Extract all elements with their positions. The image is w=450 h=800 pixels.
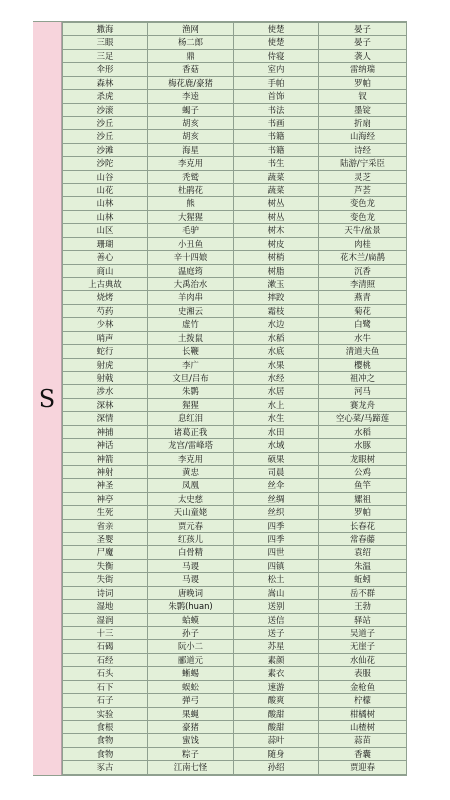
table-cell: 酸甜 <box>234 720 319 733</box>
table-cell: 食根 <box>63 720 148 733</box>
grid-wrapper <box>62 22 407 775</box>
table-cell: 丝绸 <box>234 492 319 505</box>
table-cell: 伞形 <box>63 63 148 76</box>
table-row <box>63 398 407 411</box>
table-cell: 杨二郎 <box>148 36 234 49</box>
table-row <box>63 331 407 344</box>
table-row <box>63 76 407 89</box>
table-row <box>63 36 407 49</box>
table-cell: 素衣 <box>234 667 319 680</box>
table-cell: 蜜饯 <box>148 734 234 747</box>
table-cell: 蝎子 <box>148 103 234 116</box>
table-cell: 马谡 <box>148 559 234 572</box>
table-cell: 送信 <box>234 613 319 626</box>
table-cell: 松土 <box>234 573 319 586</box>
table-cell: 罗帕 <box>319 76 407 89</box>
table-row <box>63 586 407 599</box>
table-cell: 生死 <box>63 506 148 519</box>
table-cell: 常春藤 <box>319 533 407 546</box>
table-cell: 唐晚词 <box>148 586 234 599</box>
table-cell: 太史慈 <box>148 492 234 505</box>
table-cell: 白鹭 <box>319 318 407 331</box>
table-row <box>63 358 407 371</box>
table-cell: 鱼竿 <box>319 479 407 492</box>
table-cell: 哨声 <box>63 331 148 344</box>
table-row <box>63 318 407 331</box>
table-row <box>63 600 407 613</box>
table-cell: 河马 <box>319 385 407 398</box>
table-cell: 王勃 <box>319 600 407 613</box>
table-cell: 山海经 <box>319 130 407 143</box>
table-cell: 朱温 <box>319 559 407 572</box>
table-cell: 钗 <box>319 90 407 103</box>
table-row <box>63 385 407 398</box>
table-cell: 果蝇 <box>148 707 234 720</box>
table-cell: 侍寝 <box>234 49 319 62</box>
table-cell: 熊 <box>148 197 234 210</box>
table-cell: 贾迎春 <box>319 761 407 775</box>
table-row <box>63 103 407 116</box>
table-cell: 燕青 <box>319 291 407 304</box>
table-cell: 长春花 <box>319 519 407 532</box>
table-cell: 龙眼树 <box>319 452 407 465</box>
table-cell: 沙陀 <box>63 157 148 170</box>
table-cell: 秃鹫 <box>148 170 234 183</box>
table-cell: 沙丘 <box>63 116 148 129</box>
table-cell: 射虎 <box>63 358 148 371</box>
table-cell: 郦道元 <box>148 653 234 666</box>
table-cell: 沙滚 <box>63 103 148 116</box>
table-cell: 神箭 <box>63 452 148 465</box>
table-cell: 蛇行 <box>63 345 148 358</box>
table-cell: 花木兰/扁鹊 <box>319 251 407 264</box>
table-cell: 肉桂 <box>319 237 407 250</box>
table-row <box>63 304 407 317</box>
table-cell: 树木 <box>234 224 319 237</box>
table-cell: 酸爽 <box>234 694 319 707</box>
table-row <box>63 465 407 478</box>
table-cell: 树丛 <box>234 210 319 223</box>
table-cell: 水牛 <box>319 331 407 344</box>
word-table-body <box>63 23 407 775</box>
table-cell: 水仙花 <box>319 653 407 666</box>
table-cell: 弹弓 <box>148 694 234 707</box>
table-cell: 石头 <box>63 667 148 680</box>
table-cell: 随身 <box>234 747 319 760</box>
table-cell: 水豚 <box>319 439 407 452</box>
letter-column <box>33 22 62 775</box>
table-cell: 变色龙 <box>319 210 407 223</box>
table-cell: 水域 <box>234 439 319 452</box>
table-cell: 沙丘 <box>63 130 148 143</box>
table-cell: 使楚 <box>234 36 319 49</box>
table-cell: 诗经 <box>319 143 407 156</box>
table-cell: 山花 <box>63 184 148 197</box>
table-cell: 粽子 <box>148 747 234 760</box>
table-row <box>63 613 407 626</box>
table-cell: 朱鹮(huan) <box>148 600 234 613</box>
table-cell: 表服 <box>319 667 407 680</box>
table-cell: 首饰 <box>234 90 319 103</box>
table-cell: 沉香 <box>319 264 407 277</box>
table-cell: 海星 <box>148 143 234 156</box>
table-cell: 变色龙 <box>319 197 407 210</box>
table-cell: 石经 <box>63 653 148 666</box>
table-cell: 使楚 <box>234 23 319 36</box>
table-cell: 神射 <box>63 465 148 478</box>
table-row <box>63 63 407 76</box>
table-cell: 杀虎 <box>63 90 148 103</box>
table-cell: 树丛 <box>234 197 319 210</box>
table-cell: 省亲 <box>63 519 148 532</box>
table-cell: 水上 <box>234 398 319 411</box>
table-cell: 墨锭 <box>319 103 407 116</box>
table-cell: 石碣 <box>63 640 148 653</box>
table-cell: 无崖子 <box>319 640 407 653</box>
table-cell: 白骨精 <box>148 546 234 559</box>
table-cell: 息红泪 <box>148 412 234 425</box>
table-cell: 孙绍 <box>234 761 319 775</box>
table-cell: 杜鹃花 <box>148 184 234 197</box>
table-row <box>63 143 407 156</box>
table-row <box>63 452 407 465</box>
table-row <box>63 116 407 129</box>
table-cell: 蒜苗 <box>319 734 407 747</box>
table-row <box>63 626 407 639</box>
table-cell: 水边 <box>234 318 319 331</box>
table-cell: 蜥蜴 <box>148 667 234 680</box>
table-row <box>63 157 407 170</box>
table-cell: 酸甜 <box>234 707 319 720</box>
table-cell: 嫘祖 <box>319 492 407 505</box>
table-row <box>63 667 407 680</box>
table-cell: 蔬菜 <box>234 170 319 183</box>
table-cell: 少林 <box>63 318 148 331</box>
table-cell: 食物 <box>63 734 148 747</box>
table-cell: 菊花 <box>319 304 407 317</box>
table-cell: 室内 <box>234 63 319 76</box>
table-row <box>63 184 407 197</box>
table-cell: 失街 <box>63 573 148 586</box>
table-cell: 送子 <box>234 626 319 639</box>
table-cell: 山谷 <box>63 170 148 183</box>
table-cell: 胡亥 <box>148 130 234 143</box>
table-cell: 森林 <box>63 76 148 89</box>
table-cell: 祖冲之 <box>319 371 407 384</box>
table-cell: 蜈蚣 <box>148 680 234 693</box>
table-cell: 毛驴 <box>148 224 234 237</box>
table-cell: 岳不群 <box>319 586 407 599</box>
table-row <box>63 506 407 519</box>
table-cell: 辛十四娘 <box>148 251 234 264</box>
table-cell: 折扇 <box>319 116 407 129</box>
table-cell: 温庭筠 <box>148 264 234 277</box>
table-row <box>63 170 407 183</box>
table-cell: 神圣 <box>63 479 148 492</box>
table-cell: 金枪鱼 <box>319 680 407 693</box>
table-cell: 柠檬 <box>319 694 407 707</box>
table-cell: 吴道子 <box>319 626 407 639</box>
section-letter: S <box>38 384 56 413</box>
table-cell: 神话 <box>63 439 148 452</box>
table-cell: 清道夫鱼 <box>319 345 407 358</box>
table-row <box>63 412 407 425</box>
table-cell: 江南七怪 <box>148 761 234 775</box>
table-cell: 四世 <box>234 546 319 559</box>
table-cell: 摔跤 <box>234 291 319 304</box>
table-cell: 失衡 <box>63 559 148 572</box>
table-cell: 梅花鹿/豪猪 <box>148 76 234 89</box>
table-cell: 晏子 <box>319 36 407 49</box>
table-row <box>63 224 407 237</box>
table-row <box>63 278 407 291</box>
table-cell: 史湘云 <box>148 304 234 317</box>
table-cell: 红孩儿 <box>148 533 234 546</box>
table-cell: 香囊 <box>319 747 407 760</box>
table-cell: 食物 <box>63 747 148 760</box>
table-cell: 黄忠 <box>148 465 234 478</box>
table-cell: 罗帕 <box>319 506 407 519</box>
table-cell: 苏星 <box>234 640 319 653</box>
table-cell: 霜枝 <box>234 304 319 317</box>
table-cell: 空心菜/马蹄莲 <box>319 412 407 425</box>
table-cell: 大猩猩 <box>148 210 234 223</box>
table-cell: 香菇 <box>148 63 234 76</box>
table-cell: 深情 <box>63 412 148 425</box>
table-cell: 胡亥 <box>148 116 234 129</box>
table-row <box>63 653 407 666</box>
table-row <box>63 49 407 62</box>
table-cell: 阮小二 <box>148 640 234 653</box>
table-row <box>63 734 407 747</box>
table-row <box>63 371 407 384</box>
table-cell: 土拨鼠 <box>148 331 234 344</box>
table-cell: 书生 <box>234 157 319 170</box>
table-cell: 石下 <box>63 680 148 693</box>
table-row <box>63 291 407 304</box>
table-cell: 山林 <box>63 197 148 210</box>
table-cell: 马谡 <box>148 573 234 586</box>
table-cell: 樱桃 <box>319 358 407 371</box>
table-cell: 山林 <box>63 210 148 223</box>
table-cell: 文旦/吕布 <box>148 371 234 384</box>
table-cell: 上古典故 <box>63 278 148 291</box>
table-cell: 书籍 <box>234 130 319 143</box>
table-cell: 丝织 <box>234 506 319 519</box>
table-cell: 水底 <box>234 345 319 358</box>
table-cell: 雷纳瑞 <box>319 63 407 76</box>
table-row <box>63 720 407 733</box>
table-cell: 树皮 <box>234 237 319 250</box>
table-cell: 水经 <box>234 371 319 384</box>
word-table <box>62 22 407 775</box>
table-cell: 水果 <box>234 358 319 371</box>
table-cell: 山楂树 <box>319 720 407 733</box>
table-cell: 书籍 <box>234 143 319 156</box>
table-cell: 蛤蟆 <box>148 613 234 626</box>
table-cell: 天山童姥 <box>148 506 234 519</box>
table-cell: 水稻 <box>319 425 407 438</box>
table-cell: 硕果 <box>234 452 319 465</box>
table-cell: 四季 <box>234 519 319 532</box>
table-row <box>63 425 407 438</box>
table-cell: 李清照 <box>319 278 407 291</box>
table-row <box>63 23 407 36</box>
table-row <box>63 761 407 775</box>
table-cell: 芦荟 <box>319 184 407 197</box>
table-cell: 蒜叶 <box>234 734 319 747</box>
table-cell: 十三 <box>63 626 148 639</box>
table-row <box>63 747 407 760</box>
table-row <box>63 237 407 250</box>
table-row <box>63 519 407 532</box>
table-cell: 手帕 <box>234 76 319 89</box>
table-cell: 渔网 <box>148 23 234 36</box>
table-cell: 赛龙舟 <box>319 398 407 411</box>
table-cell: 湿润 <box>63 613 148 626</box>
table-cell: 李克用 <box>148 157 234 170</box>
table-cell: 嵩山 <box>234 586 319 599</box>
table-cell: 司晨 <box>234 465 319 478</box>
table-cell: 豪猪 <box>148 720 234 733</box>
table-cell: 漱玉 <box>234 278 319 291</box>
table-row <box>63 533 407 546</box>
table-cell: 山区 <box>63 224 148 237</box>
table-cell: 猩猩 <box>148 398 234 411</box>
table-row <box>63 694 407 707</box>
table-cell: 书法 <box>234 103 319 116</box>
table-row <box>63 264 407 277</box>
table-cell: 商山 <box>63 264 148 277</box>
table-cell: 贾元春 <box>148 519 234 532</box>
table-row <box>63 707 407 720</box>
table-cell: 湿地 <box>63 600 148 613</box>
table-cell: 羊肉串 <box>148 291 234 304</box>
table-cell: 袭人 <box>319 49 407 62</box>
table-cell: 送别 <box>234 600 319 613</box>
table-cell: 诸葛正我 <box>148 425 234 438</box>
table-cell: 小丑鱼 <box>148 237 234 250</box>
table-cell: 龙宫/雷峰塔 <box>148 439 234 452</box>
table-cell: 驿站 <box>319 613 407 626</box>
table-cell: 水田 <box>234 425 319 438</box>
table-cell: 朱鹮 <box>148 385 234 398</box>
table-cell: 灵芝 <box>319 170 407 183</box>
table-cell: 素颜 <box>234 653 319 666</box>
table-row <box>63 479 407 492</box>
table-cell: 水稻 <box>234 331 319 344</box>
table-cell: 李广 <box>148 358 234 371</box>
table-cell: 善心 <box>63 251 148 264</box>
table-cell: 撒海 <box>63 23 148 36</box>
table-cell: 涉水 <box>63 385 148 398</box>
table-row <box>63 130 407 143</box>
table-cell: 圣婴 <box>63 533 148 546</box>
table-cell: 深林 <box>63 398 148 411</box>
table-cell: 沙滩 <box>63 143 148 156</box>
table-cell: 神捕 <box>63 425 148 438</box>
table-row <box>63 559 407 572</box>
table-cell: 鼎 <box>148 49 234 62</box>
table-cell: 四季 <box>234 533 319 546</box>
table-cell: 石子 <box>63 694 148 707</box>
table-row <box>63 573 407 586</box>
table-row <box>63 197 407 210</box>
table-cell: 大禹治水 <box>148 278 234 291</box>
table-cell: 书画 <box>234 116 319 129</box>
table-row <box>63 640 407 653</box>
table-cell: 柑橘树 <box>319 707 407 720</box>
table-cell: 凤凰 <box>148 479 234 492</box>
table-row <box>63 251 407 264</box>
table-row <box>63 439 407 452</box>
table-cell: 诗词 <box>63 586 148 599</box>
table-cell: 蚯蚓 <box>319 573 407 586</box>
table-cell: 丝伞 <box>234 479 319 492</box>
table-cell: 水居 <box>234 385 319 398</box>
table-cell: 陆游/宁采臣 <box>319 157 407 170</box>
table-cell: 树脂 <box>234 264 319 277</box>
table-row <box>63 345 407 358</box>
table-cell: 烧烤 <box>63 291 148 304</box>
table-cell: 三足 <box>63 49 148 62</box>
table-cell: 芍药 <box>63 304 148 317</box>
table-row <box>63 90 407 103</box>
table-cell: 天牛/盆景 <box>319 224 407 237</box>
table-cell: 树梢 <box>234 251 319 264</box>
table-cell: 珊瑚 <box>63 237 148 250</box>
table-cell: 豕古 <box>63 761 148 775</box>
table-cell: 蔬菜 <box>234 184 319 197</box>
table-row <box>63 210 407 223</box>
table-cell: 晏子 <box>319 23 407 36</box>
table-cell: 神亭 <box>63 492 148 505</box>
table-cell: 速游 <box>234 680 319 693</box>
vocab-sheet <box>33 21 407 776</box>
table-cell: 孙子 <box>148 626 234 639</box>
table-cell: 长鞭 <box>148 345 234 358</box>
table-cell: 水生 <box>234 412 319 425</box>
table-cell: 袁绍 <box>319 546 407 559</box>
table-cell: 实验 <box>63 707 148 720</box>
table-row <box>63 492 407 505</box>
table-cell: 四镇 <box>234 559 319 572</box>
table-row <box>63 680 407 693</box>
table-cell: 三眼 <box>63 36 148 49</box>
table-cell: 公鸡 <box>319 465 407 478</box>
table-cell: 虚竹 <box>148 318 234 331</box>
table-row <box>63 546 407 559</box>
table-cell: 李逵 <box>148 90 234 103</box>
table-cell: 尸魔 <box>63 546 148 559</box>
table-cell: 射戟 <box>63 371 148 384</box>
table-cell: 李克用 <box>148 452 234 465</box>
